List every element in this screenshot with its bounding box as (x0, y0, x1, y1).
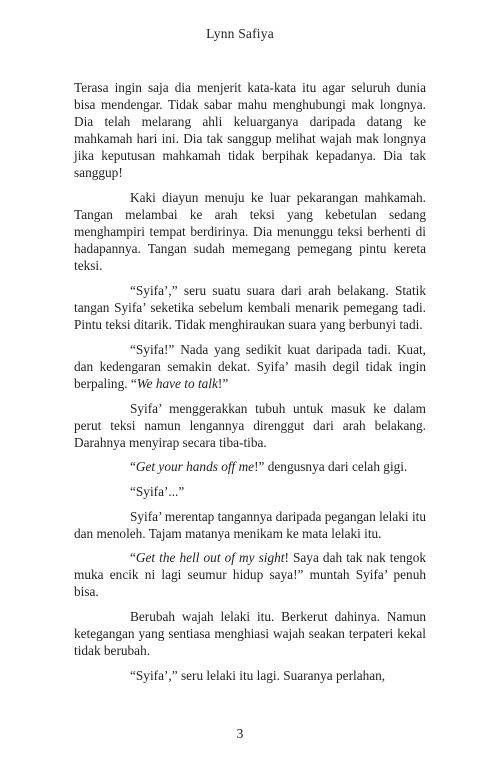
paragraph (74, 508, 426, 542)
italic-phrase: We have to talk (136, 376, 218, 391)
paragraph (74, 667, 426, 684)
paragraph (74, 341, 426, 392)
italic-phrase: Get the hell out of my sight (135, 550, 285, 566)
paragraph (74, 549, 426, 600)
text-run: !” dengusnya dari celah gigi. (254, 459, 408, 475)
paragraph (74, 458, 426, 475)
text-run: Syifa’ merentap tangannya daripada pegangan lelaki itu dan menoleh. Tajam matanya menikam ke mata lelaki itu. (74, 508, 426, 541)
text-run: Terasa ingin saja dia menjerit kata-kata itu agar seluruh dunia bisa mendengar. Tidak sabar mahu menghubungi mak longnya. Dia telah melarang ahli keluarganya daripada datang ke mahkamah hari ini. Dia tak sanggup melihat wajah mak longnya jika keputusan mahkamah tidak berpihak kepadanya. Dia tak sanggup! (74, 80, 426, 181)
text-run: Berubah wajah lelaki itu. Berkerut dahinya. Namun ketegangan yang sentiasa menghiasi wajah seakan terpateri kekal tidak berubah. (74, 609, 426, 659)
paragraph (74, 189, 426, 274)
paragraph (74, 79, 426, 182)
page-number: 3 (236, 726, 244, 741)
body-text (74, 79, 426, 684)
text-run: ! Saya dah tak nak tengok muka encik ni lagi seumur hidup saya!” muntah Syifa’ penuh bisa. (74, 550, 426, 600)
text-run: “Syifa’...” (130, 483, 185, 499)
paragraph (74, 483, 426, 500)
text-run: “ (130, 459, 136, 475)
text-run: “ (130, 550, 136, 566)
text-run: !” (217, 376, 229, 391)
paragraph (74, 400, 426, 451)
text-run: “Syifa’,” seru suatu suara dari arah belakang. Statik tangan Syifa’ seketika sebelum kembali menarik pemegang tadi. Pintu teksi ditarik. Tidak menghiraukan suara yang berbunyi tadi. (74, 283, 426, 333)
text-run: “Syifa!” Nada yang sedikit kuat daripada tadi. Kuat, dan kedengaran semakin dekat. Syifa’ masih degil tidak ingin berpaling. “ (74, 341, 426, 391)
text-run: “Syifa’,” seru lelaki itu lagi. Suaranya perlahan, (130, 667, 386, 683)
text-run: Kaki diayun menuju ke luar pekarangan mahkamah. Tangan melambai ke arah teksi yang kebetulan sedang menghampiri tempat berdirinya. Dia menunggu teksi berhenti di hadapannya. Tangan sudah memegang pemegang pintu kereta teksi. (74, 190, 426, 274)
paragraph (74, 608, 426, 659)
italic-phrase: Get your hands off me (135, 459, 255, 475)
running-head-author: Lynn Safiya (206, 26, 274, 41)
paragraph (74, 282, 426, 333)
text-run: Syifa’ menggerakkan tubuh untuk masuk ke dalam perut teksi namun lengannya direnggut dari arah belakang. Darahnya menyirap secara tiba-tiba. (74, 400, 426, 450)
